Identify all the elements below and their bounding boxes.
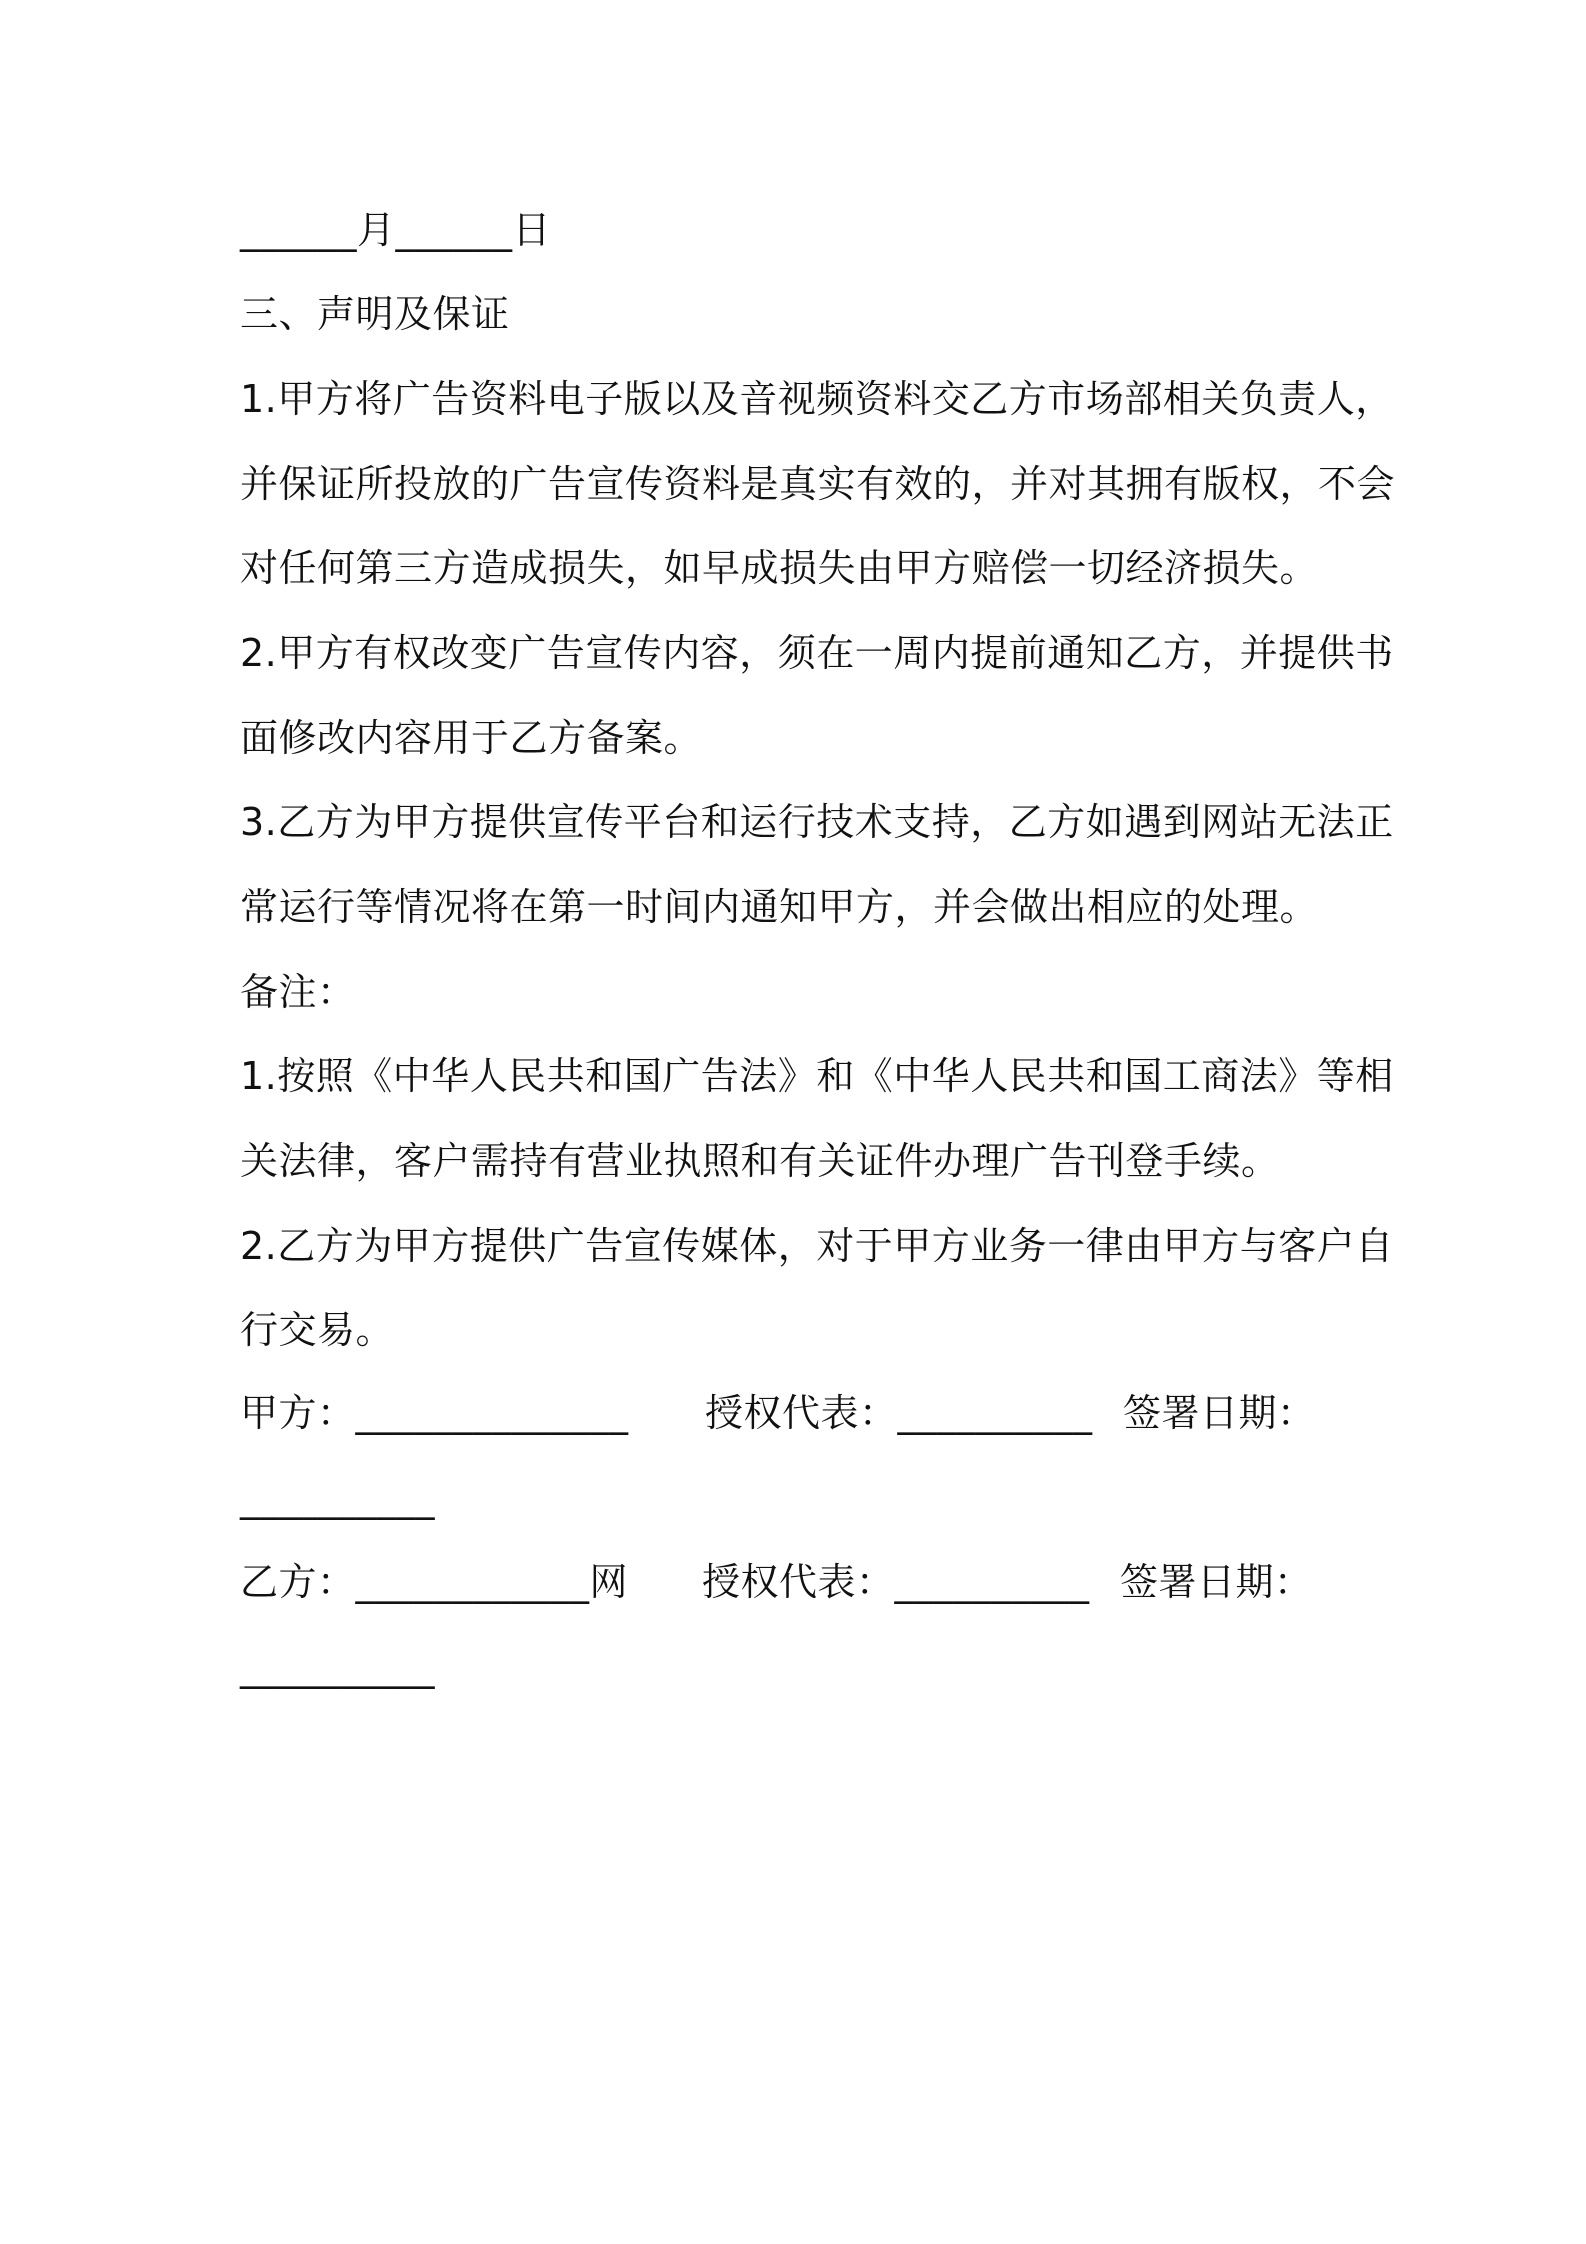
remark-1-line-2: 关法律，客户需持有营业执照和有关证件办理广告刊登手续。 xyxy=(240,1139,1280,1183)
remark-2-line-1: 2.乙方为甲方提供广告宣传媒体，对于甲方业务一律由甲方与客户自 xyxy=(240,1224,1394,1268)
clause-2-line-1: 2.甲方有权改变广告宣传内容，须在一周内提前通知乙方，并提供书 xyxy=(240,631,1394,675)
party-a-rep: 授权代表：__________ xyxy=(705,1391,1093,1435)
clause-1-line-1: 1.甲方将广告资料电子版以及音视频资料交乙方市场部相关负责人， xyxy=(240,377,1394,421)
party-a-date-label: 签署日期： xyxy=(1123,1391,1316,1435)
clause-1-line-2: 并保证所投放的广告宣传资料是真实有效的，并对其拥有版权，不会 xyxy=(240,462,1396,506)
clause-2-line-2: 面修改内容用于乙方备案。 xyxy=(240,716,703,760)
party-a-date-blank: __________ xyxy=(240,1476,435,1520)
clause-1-line-3: 对任何第三方造成损失，如早成损失由甲方赔偿一切经济损失。 xyxy=(240,546,1319,590)
remark-2-line-2: 行交易。 xyxy=(240,1308,395,1352)
party-b-date-label: 签署日期： xyxy=(1120,1560,1313,1604)
remarks-heading: 备注： xyxy=(240,970,356,1014)
party-b-rep: 授权代表：__________ xyxy=(702,1560,1090,1604)
date-line: ______月______日 xyxy=(240,208,552,252)
clause-3-line-2: 常运行等情况将在第一时间内通知甲方，并会做出相应的处理。 xyxy=(240,885,1319,929)
remark-1-line-1: 1.按照《中华人民共和国广告法》和《中华人民共和国工商法》等相 xyxy=(240,1054,1394,1098)
party-b-name: 乙方：____________网 xyxy=(240,1560,629,1604)
section-heading: 三、声明及保证 xyxy=(240,292,510,336)
party-b-date-blank: __________ xyxy=(240,1645,435,1689)
party-a-name: 甲方：______________ xyxy=(240,1391,629,1435)
clause-3-line-1: 3.乙方为甲方提供宣传平台和运行技术支持，乙方如遇到网站无法正 xyxy=(240,800,1394,844)
